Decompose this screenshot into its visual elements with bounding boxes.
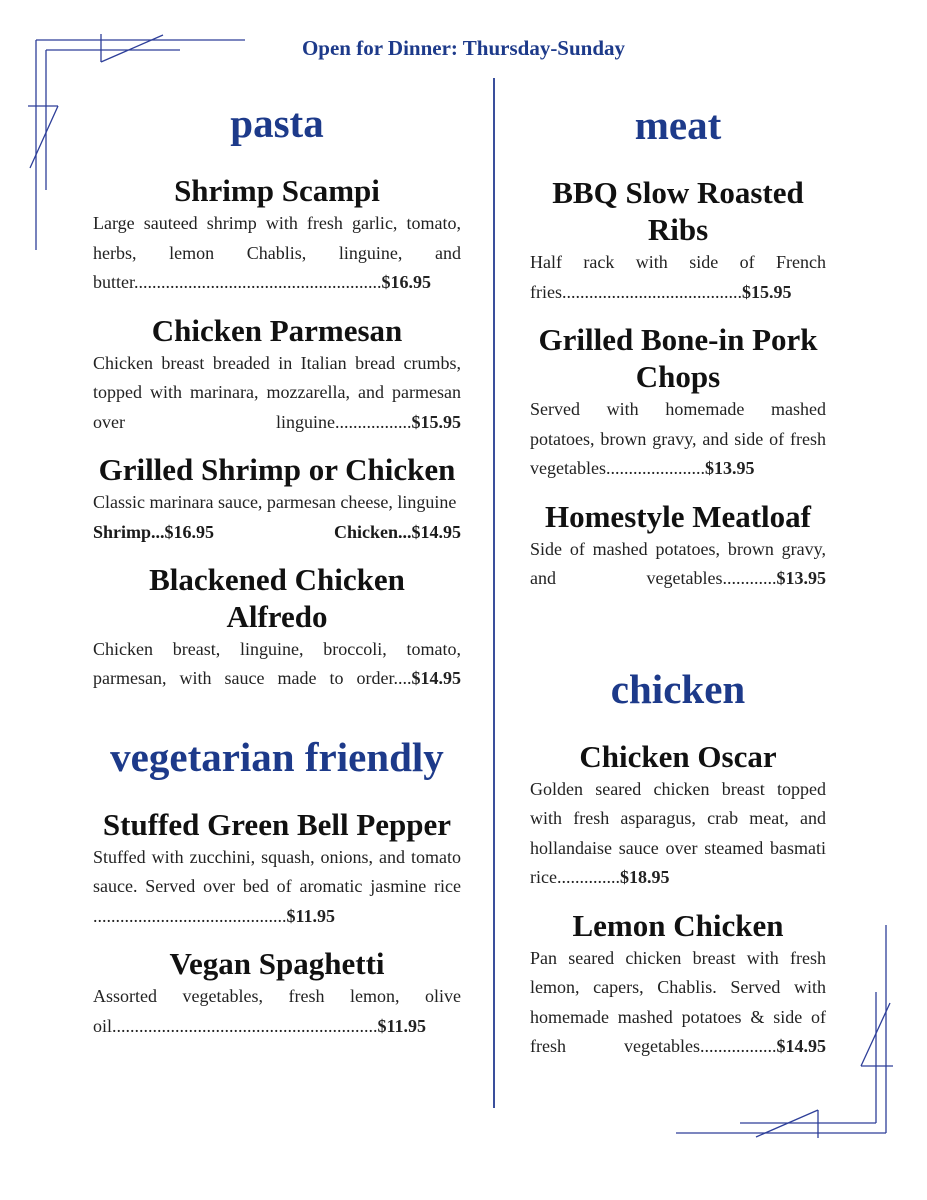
menu-item-vegan-spaghetti [93,945,461,1041]
item-name: Chicken Parmesan [151,312,403,348]
item-name: Lemon Chicken [572,907,784,943]
section-title-pasta: pasta [230,100,324,146]
menu-item-homestyle-meatloaf [530,498,826,594]
item-price: $11.95 [377,1015,427,1036]
item-price: $18.95 [619,867,670,887]
left-column [93,98,461,1055]
item-price: $11.95 [286,905,336,926]
menu-item-grilled-shrimp-or-chicken [93,451,461,547]
section-title-vegetarian: vegetarian friendly [110,733,444,780]
item-name: Chicken Oscar [579,738,777,774]
item-description: Large sauteed shrimp with fresh garlic, tomato, herbs, lemon Chablis, linguine, and butter.......................................................$16.95 [93,213,461,292]
item-name: BBQ Slow Roasted Ribs [552,175,804,247]
item-name: Stuffed Green Bell Pepper [102,806,452,842]
menu-item-chicken-parmesan [93,312,461,438]
dinner-hours-header: Open for Dinner: Thursday-Sunday [301,36,626,60]
menu-item-blackened-chicken-alfredo [93,561,461,694]
item-name: Vegan Spaghetti [169,946,385,981]
section-title-chicken: chicken [610,665,746,712]
item-price: $14.95 [411,668,461,688]
item-price: $16.95 [381,272,431,292]
price-shrimp: Shrimp...$16.95 [93,521,215,542]
item-name: Shrimp Scampi [174,173,380,208]
item-description: Pan seared chicken breast with fresh lemon, capers, Chablis. Served with homemade mashed potatoes & side of fresh vegetables.................$14.95 [530,947,826,1056]
item-description: Side of mashed potatoes, brown gravy, and vegetables............$13.95 [530,538,826,588]
menu-item-chicken-oscar [530,738,826,893]
item-price: $14.95 [776,1036,826,1056]
item-description: Half rack with side of French fries........................................$15.95 [530,252,826,302]
item-price: $15.95 [411,411,461,432]
menu-item-bbq-ribs [530,174,826,307]
item-description: Chicken breast, linguine, broccoli, tomato, parmesan, with sauce made to order....$14.95 [93,638,461,688]
item-price-options [93,518,461,547]
menu-item-pork-chops [530,321,826,484]
right-column [530,100,826,1076]
item-price: $13.95 [776,568,826,588]
menu-item-shrimp-scampi [93,172,461,298]
item-description: Served with homemade mashed potatoes, brown gravy, and side of fresh vegetables......................$13.95 [530,399,826,478]
item-description: Chicken breast breaded in Italian bread crumbs, topped with marinara, mozzarella, and parmesan over linguine.................$15.95 [93,352,461,432]
item-description: Assorted vegetables, fresh lemon, olive oil...........................................................$11.95 [93,986,461,1036]
item-name: Homestyle Meatloaf [545,498,811,534]
item-price: $15.95 [741,281,792,302]
item-name: Grilled Bone-in Pork Chops [538,322,818,394]
price-chicken: Chicken...$14.95 [333,521,461,542]
item-description: Stuffed with zucchini, squash, onions, and tomato sauce. Served over bed of aromatic jasmine rice ...........................................$11.95 [93,846,461,926]
item-price: $13.95 [704,458,755,478]
item-name: Grilled Shrimp or Chicken [98,452,456,487]
menu-item-stuffed-green-bell-pepper [93,806,461,932]
item-description: Golden seared chicken breast topped with fresh asparagus, crab meat, and hollandaise sauce over steamed basmati rice..............$18.95 [530,778,826,887]
column-divider [493,78,495,1108]
item-name: Blackened Chicken Alfredo [149,561,405,634]
section-title-meat: meat [634,102,722,148]
item-description: Classic marinara sauce, parmesan cheese, linguine [93,492,457,512]
menu-item-lemon-chicken [530,907,826,1062]
